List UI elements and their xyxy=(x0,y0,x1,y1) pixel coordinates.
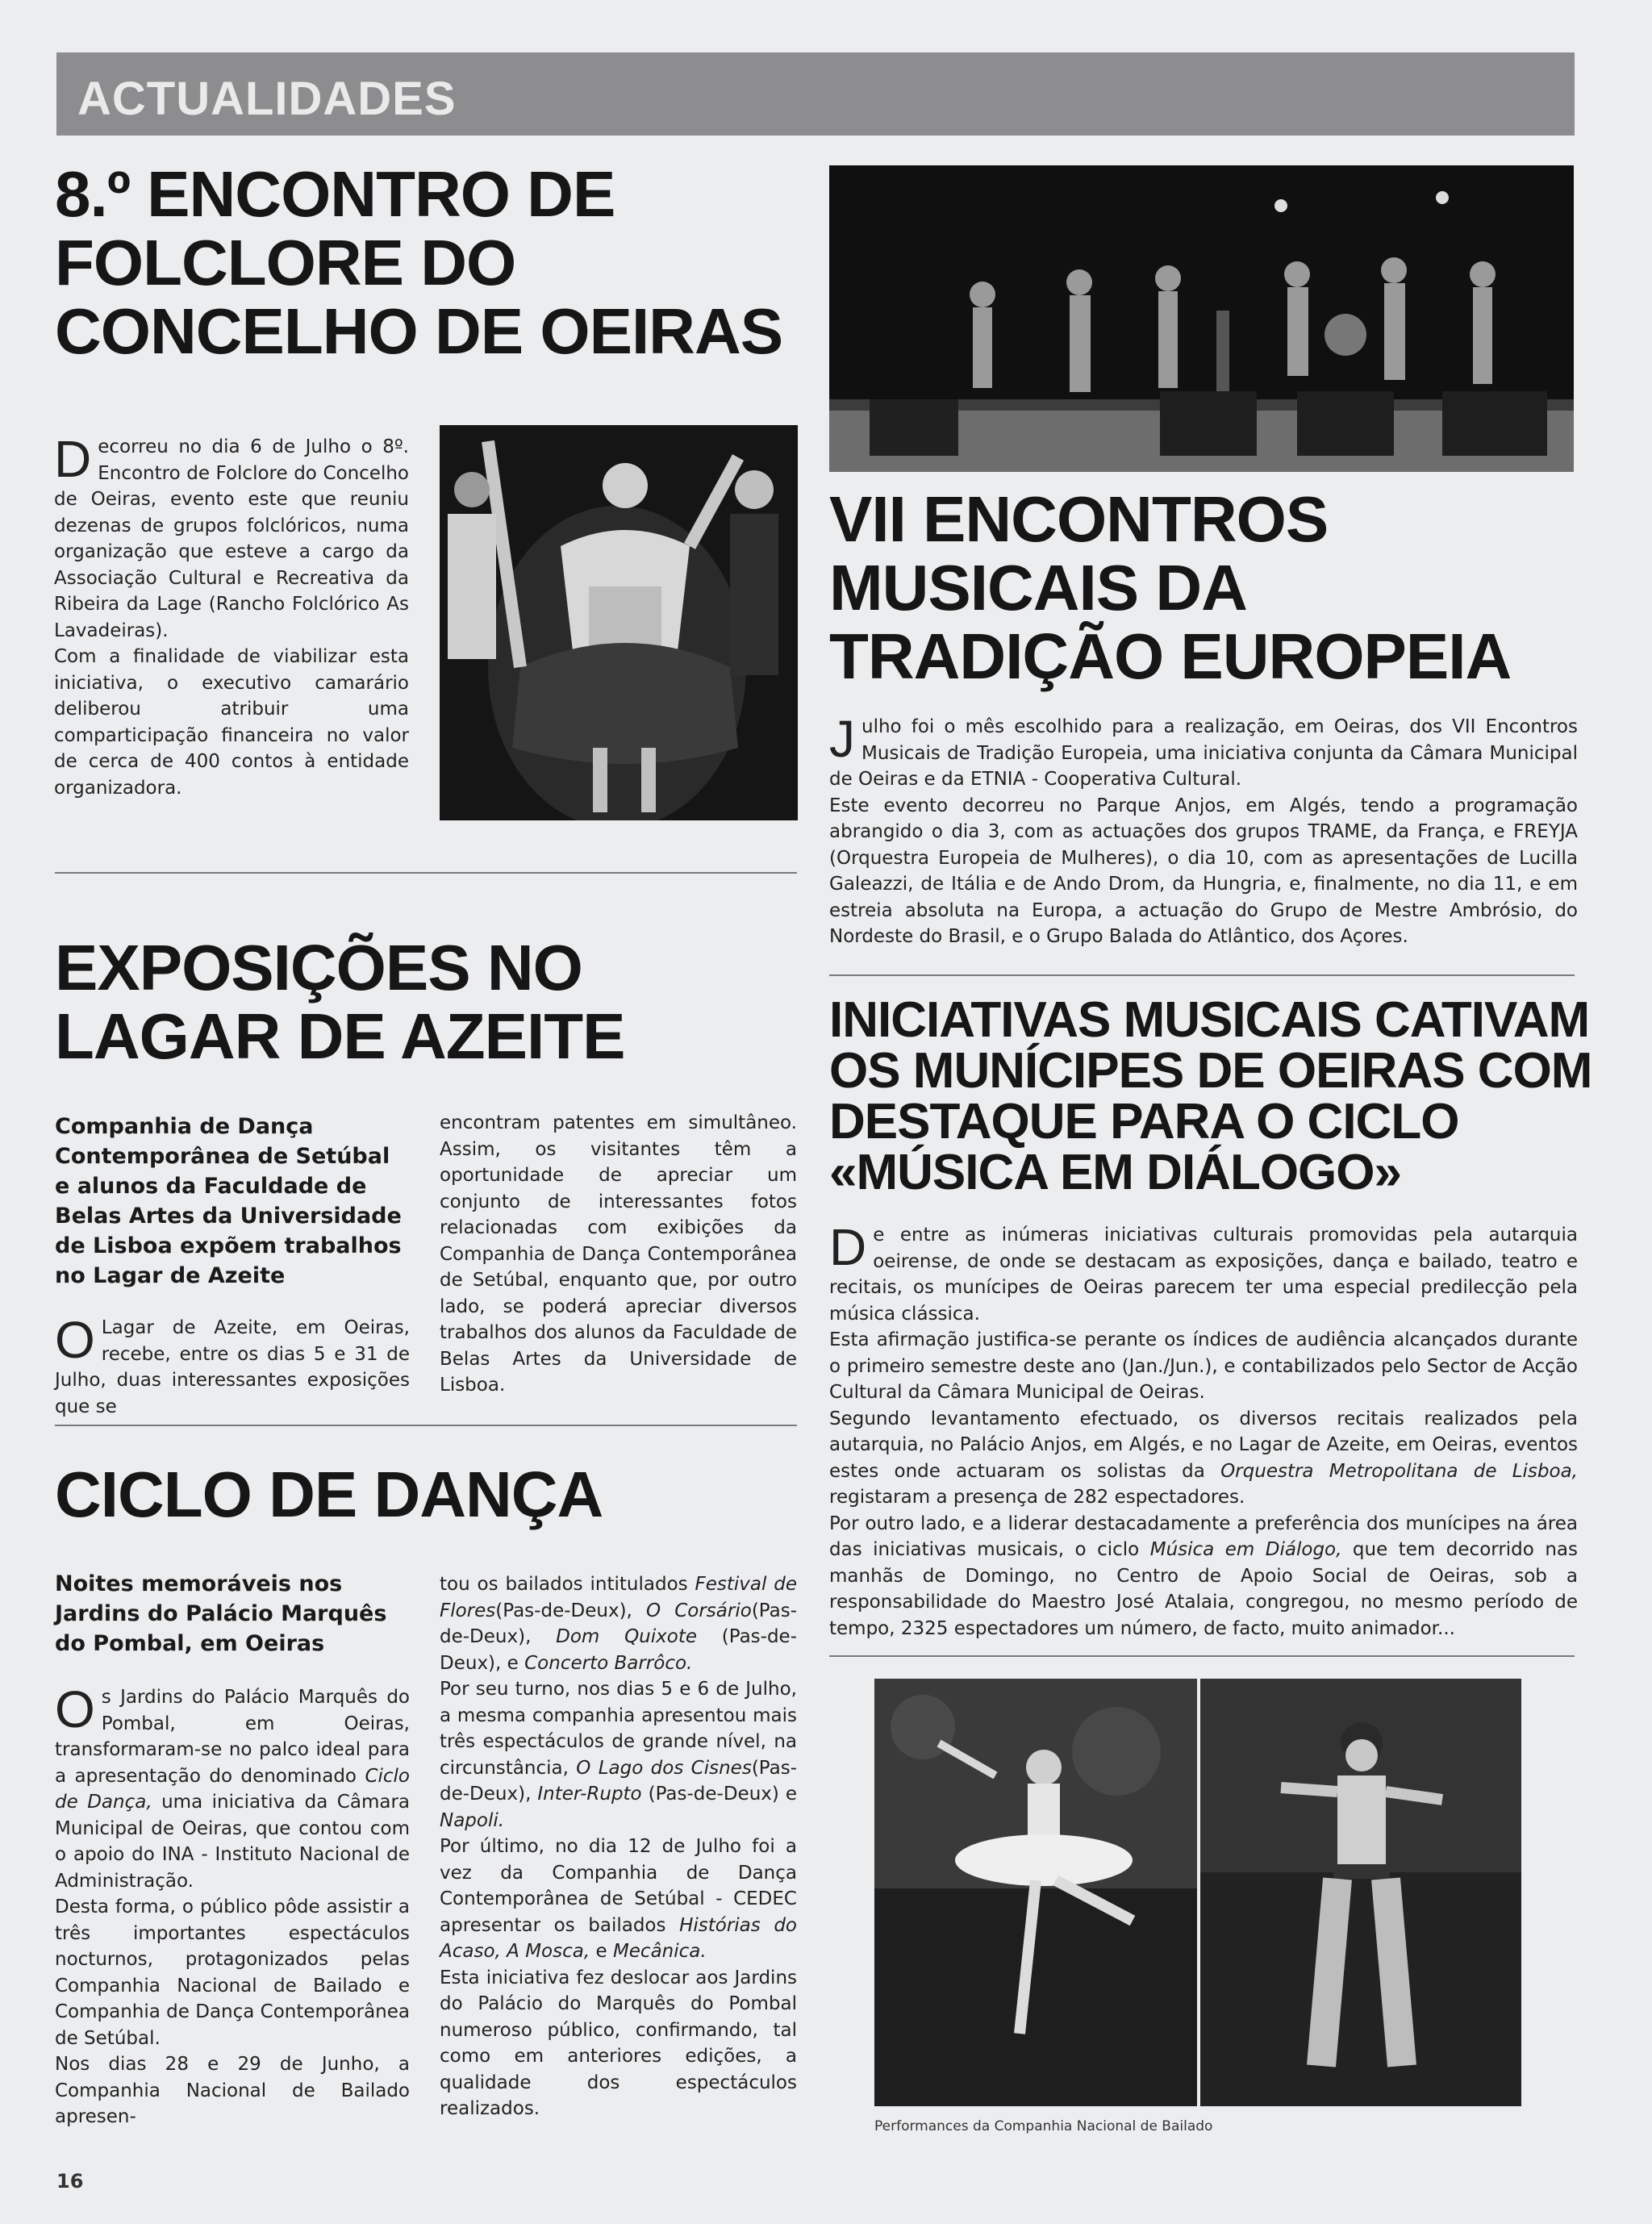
drop-cap: D xyxy=(54,430,92,488)
body-text: (Pas-de-Deux), e xyxy=(440,1626,798,1674)
body-text: Por último, no dia 12 de Julho foi a vez da Companhia de Dança Contemporânea de Setúbal - CEDEC apresentar os bailados xyxy=(440,1836,797,1936)
title-line: 8.º ENCONTRO DE xyxy=(55,158,615,230)
emphasis: O Corsário xyxy=(645,1600,752,1621)
body-paragraph: Desta forma, o público pôde assistir a três importantes espectáculos nocturnos, protagonizados pelas Companhia Nacional de Bailado e Companhia de Dança Contemporânea de Setúbal. xyxy=(55,1896,410,2049)
emphasis: Orquestra Metropolitana de Lisboa, xyxy=(1220,1460,1578,1482)
body-text: Por outro lado, e a liderar destacadamente a preferência dos munícipes na área das iniciativas musicais, o ciclo xyxy=(829,1513,1578,1560)
section-label: ACTUALIDADES xyxy=(77,73,457,125)
body-paragraph: e entre as inúmeras iniciativas culturais promovidas pela autarquia oeirense, de onde se destacam as exposições, dança e bailado, teatro e recitais, os munícipes de Oeiras parecem ter uma especial predilecção pela música clássica. xyxy=(829,1225,1578,1325)
lead-paragraph: Companhia de Dança Contemporânea de Setúbal e alunos da Faculdade de Belas Artes da Universidade de Lisboa expõem trabalhos no Lagar de Azeite xyxy=(55,1114,402,1288)
emphasis: Música em Diálogo, xyxy=(1149,1539,1342,1560)
article-exposicoes-col2 xyxy=(440,1110,797,1399)
body-text: Por seu turno, nos dias 5 e 6 de Julho, a mesma companhia apresentou mais três espectáculos de grande nível, na circunstância, xyxy=(440,1679,797,1779)
divider xyxy=(55,1425,797,1426)
title-line: FOLCLORE DO xyxy=(55,227,516,298)
body-paragraph: ulho foi o mês escolhido para a realização, em Oeiras, dos VII Encontros Musicais de Tradição Europeia, uma iniciativa conjunta da Câmara Municipal de Oeiras e da ETNIA - Cooperativa Cultural. xyxy=(829,716,1578,790)
title-line: OS MUNÍCIPES DE OEIRAS COM xyxy=(829,1043,1592,1099)
divider xyxy=(829,1655,1575,1657)
body-text: (Pas-de-Deux), xyxy=(495,1600,646,1621)
drop-cap: J xyxy=(829,710,855,768)
article-encontros-title xyxy=(829,485,1511,691)
concert-stage-photo xyxy=(829,165,1574,472)
page-number: 16 xyxy=(56,2170,84,2193)
emphasis: O Lago dos Cisnes xyxy=(576,1757,752,1779)
body-text: s Jardins do Palácio Marquês do Pombal, em Oeiras, transformaram-se no palco ideal para a apresentação do denominado xyxy=(55,1687,410,1787)
emphasis: Inter-Rupto xyxy=(537,1784,642,1805)
body-text: uma iniciativa da Câmara Municipal de Oeiras, que contou com o apoio do INA - Instituto Nacional de Administração. xyxy=(55,1792,410,1892)
divider xyxy=(829,974,1575,976)
article-exposicoes-title xyxy=(55,933,624,1070)
body-paragraph: Este evento decorreu no Parque Anjos, em Algés, tendo a programação abrangido o dia 3, com as actuações dos grupos TRAME, da França, e FREYJA (Orquestra Europeia de Mulheres), o dia 10, com as apresentações de Lucilla Galeazzi, de Itália e de Ando Drom, da Hungria, e, finalmente, no dia 11, e em estreia absoluta na Europa, a actuação do Grupo de Mestre Ambrósio, do Nordeste do Brasil, e o Grupo Balada do Atlântico, dos Açores. xyxy=(829,795,1578,947)
body-paragraph: Lagar de Azeite, em Oeiras, recebe, entre os dias 5 e 31 de Julho, duas interessantes exposições que se xyxy=(55,1317,410,1417)
emphasis: Festival de Flores xyxy=(440,1574,797,1621)
body-text: (Pas-de-Deux), xyxy=(440,1757,797,1805)
body-paragraph: Esta iniciativa fez deslocar aos Jardins do Palácio do Marquês do Pombal numeroso público, confirmando, tal como em anteriores edições, a qualidade dos espectáculos realizados. xyxy=(440,1967,797,2119)
body-paragraph: Com a finalidade de viabilizar esta iniciativa, o executivo camarário deliberou atribuir uma comparticipação financeira no valor de cerca de 400 contos à entidade organizadora. xyxy=(54,646,409,799)
title-line: TRADIÇÃO EUROPEIA xyxy=(829,620,1512,692)
drop-cap: D xyxy=(829,1218,867,1276)
emphasis: Napoli. xyxy=(440,1809,505,1831)
photo-caption: Performances da Companhia Nacional de Bailado xyxy=(874,2118,1213,2134)
drop-cap: O xyxy=(55,1680,95,1738)
title-line: LAGAR DE AZEITE xyxy=(55,1000,625,1072)
body-text: que tem decorrido nas manhãs de Domingo, no Centro de Apoio Social de Oeiras, sob a responsabilidade do Maestro José Atalaia, congregou, no mesmo período de tempo, 2325 espectadores um número, de facto, muito animador... xyxy=(829,1539,1578,1639)
body-text: Segundo levantamento efectuado, os diversos recitais realizados pela autarquia, no Palácio Anjos, em Algés, e no Lagar de Azeite, em Oeiras, eventos estes onde actuaram os solistas da xyxy=(829,1408,1578,1482)
title-line: INICIATIVAS MUSICAIS CATIVAM xyxy=(829,992,1590,1048)
body-paragraph: Nos dias 28 e 29 de Junho, a Companhia Nacional de Bailado apresen- xyxy=(55,2054,410,2127)
emphasis: Mecânica. xyxy=(612,1941,707,1962)
body-paragraph: ecorreu no dia 6 de Julho o 8º. Encontro de Folclore do Concelho de Oeiras, evento este que reuniu dezenas de grupos folclóricos, numa organização que esteve a cargo da Associação Cultural e Recreativa da Ribeira da Lage (Rancho Folclórico As Lavadeiras). xyxy=(54,436,409,641)
title-line: DESTAQUE PARA O CICLO xyxy=(829,1094,1459,1150)
title-line: «MÚSICA EM DIÁLOGO» xyxy=(829,1145,1401,1200)
title-line: CONCELHO DE OEIRAS xyxy=(55,295,783,367)
body-text: (Pas-de-Deux), xyxy=(440,1600,797,1647)
article-iniciativas-body xyxy=(829,1218,1578,1642)
title-line: EXPOSIÇÕES NO xyxy=(55,932,582,1004)
emphasis: Ciclo de Dança, xyxy=(55,1765,410,1813)
ballerina-photo xyxy=(874,1679,1197,2106)
body-text: tou os bailados intitulados xyxy=(440,1574,695,1595)
article-folclore-title xyxy=(55,160,782,365)
article-encontros-body xyxy=(829,710,1578,950)
body-text: (Pas-de-Deux) e xyxy=(641,1784,797,1805)
title-line: CICLO DE DANÇA xyxy=(55,1458,603,1530)
section-header-band xyxy=(56,52,1575,136)
article-iniciativas-title xyxy=(829,992,1592,1200)
emphasis: Dom Quixote xyxy=(556,1626,698,1647)
article-folclore-body xyxy=(54,430,409,801)
drop-cap: O xyxy=(55,1311,95,1369)
lead-paragraph: Noites memoráveis nos Jardins do Palácio Marquês do Pombal, em Oeiras xyxy=(55,1571,387,1656)
body-text: registaram a presença de 282 espectadores. xyxy=(829,1487,1245,1508)
body-paragraph: Esta afirmação justifica-se perante os índices de audiência alcançados durante o primeiro semestre deste ano (Jan./Jun.), e contabilizados pelo Sector de Acção Cultural da Câmara Municipal de Oeiras. xyxy=(829,1329,1578,1403)
male-dancer-photo xyxy=(1200,1679,1521,2106)
folk-dancers-photo xyxy=(440,425,798,820)
article-danca-col2 xyxy=(440,1571,797,2122)
emphasis: Histórias do Acaso, A Mosca, xyxy=(440,1914,797,1962)
emphasis: Concerto Barrôco. xyxy=(524,1652,693,1674)
divider xyxy=(55,872,797,874)
article-danca-col1 xyxy=(55,1569,410,2130)
body-paragraph: encontram patentes em simultâneo. Assim, os visitantes têm a oportunidade de apreciar um conjunto de interessantes fotos relacionadas com exibições da Companhia de Dança Contemporânea de Setúbal, enquanto que, por outro lado, se poderá apreciar diversos trabalhos dos alunos da Faculdade de Belas Artes da Universidade de Lisboa. xyxy=(440,1112,797,1396)
article-exposicoes-col1 xyxy=(55,1112,410,1420)
body-text: e xyxy=(590,1941,613,1962)
title-line: VII ENCONTROS xyxy=(829,483,1329,555)
title-line: MUSICAIS DA xyxy=(829,552,1247,624)
article-danca-title xyxy=(55,1460,603,1529)
